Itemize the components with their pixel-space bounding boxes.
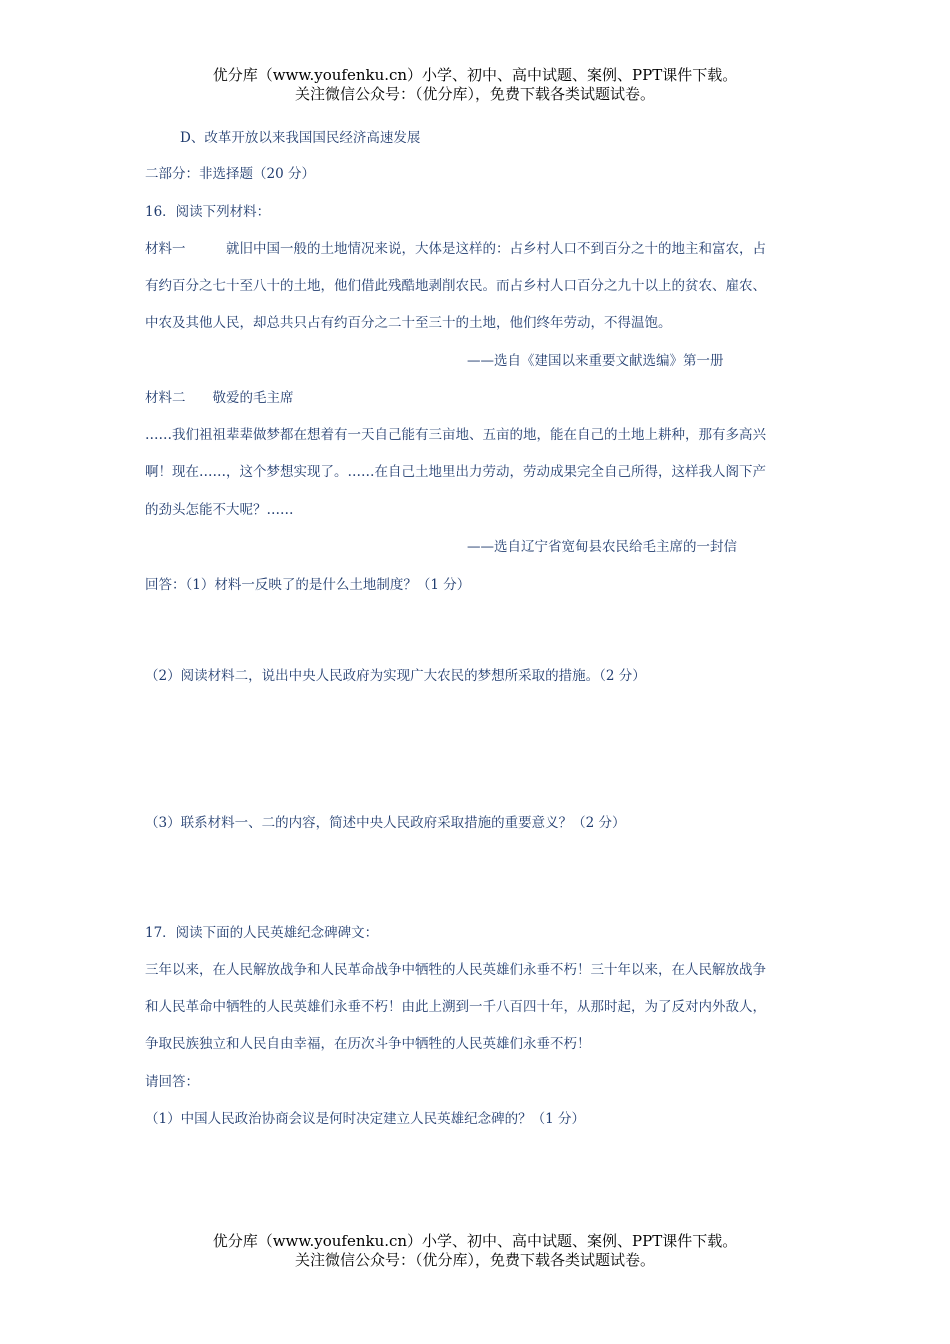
q17-ask: 请回答：	[145, 1074, 199, 1090]
q16-intro: 16．阅读下列材料：	[145, 204, 271, 220]
q16-sub1: 回答：（1）材料一反映了的是什么土地制度？（1 分）	[145, 577, 471, 593]
q16-material2-line2: 啊！现在……，这个梦想实现了。……在自己土地里出力劳动，劳动成果完全自己所得，这样我人阁下产	[145, 464, 766, 480]
header-line-1: 优分库（www.youfenku.cn）小学、初中、高中试题、案例、PPT课件下载。	[212, 66, 738, 84]
q17-text-line2: 和人民革命中牺牲的人民英雄们永垂不朽！由此上溯到一千八百四十年，从那时起，为了反对内外敌人，	[145, 999, 766, 1015]
q16-sub2: （2）阅读材料二，说出中央人民政府为实现广大农民的梦想所采取的措施。（2 分）	[145, 668, 646, 684]
q17-intro: 17．阅读下面的人民英雄纪念碑碑文：	[145, 925, 379, 941]
footer-line-1: 优分库（www.youfenku.cn）小学、初中、高中试题、案例、PPT课件下载。	[212, 1232, 738, 1250]
q16-material2-title: 材料二 敬爱的毛主席	[145, 390, 294, 406]
q17-text-line1: 三年以来，在人民解放战争和人民革命战争中牺牲的人民英雄们永垂不朽！三十年以来，在人民解放战争	[145, 962, 766, 978]
q16-material1-line2: 有约百分之七十至八十的土地，他们借此残酷地剥削农民。而占乡村人口百分之九十以上的贫农、雇农、	[145, 278, 766, 294]
q16-sub3: （3）联系材料一、二的内容，简述中央人民政府采取措施的重要意义？（2 分）	[145, 815, 626, 831]
q16-material2-source: ——选自辽宁省宽甸县农民给毛主席的一封信	[467, 539, 737, 555]
q16-material1-source: ——选自《建国以来重要文献选编》第一册	[467, 353, 724, 369]
section-two-heading: 二部分：非选择题（20 分）	[145, 166, 315, 182]
q16-material1-line3: 中农及其他人民，却总共只占有约百分之二十至三十的土地，他们终年劳动，不得温饱。	[145, 315, 672, 331]
q17-text-line3: 争取民族独立和人民自由幸福，在历次斗争中牺牲的人民英雄们永垂不朽！	[145, 1036, 591, 1052]
footer-line-2: 关注微信公众号：（优分库），免费下载各类试题试卷。	[294, 1251, 655, 1269]
header-line-2: 关注微信公众号：（优分库），免费下载各类试题试卷。	[294, 85, 655, 103]
q16-material1-line1: 材料一 就旧中国一般的土地情况来说，大体是这样的：占乡村人口不到百分之十的地主和富农，占	[145, 241, 766, 257]
q17-sub1: （1）中国人民政治协商会议是何时决定建立人民英雄纪念碑的？（1 分）	[145, 1111, 585, 1127]
q16-material2-line3: 的劲头怎能不大呢？……	[145, 502, 294, 518]
q16-material2-line1: ……我们祖祖辈辈做梦都在想着有一天自己能有三亩地、五亩的地，能在自己的土地上耕种，那有多高兴	[145, 427, 766, 443]
option-d: D、改革开放以来我国国民经济高速发展	[180, 130, 421, 146]
